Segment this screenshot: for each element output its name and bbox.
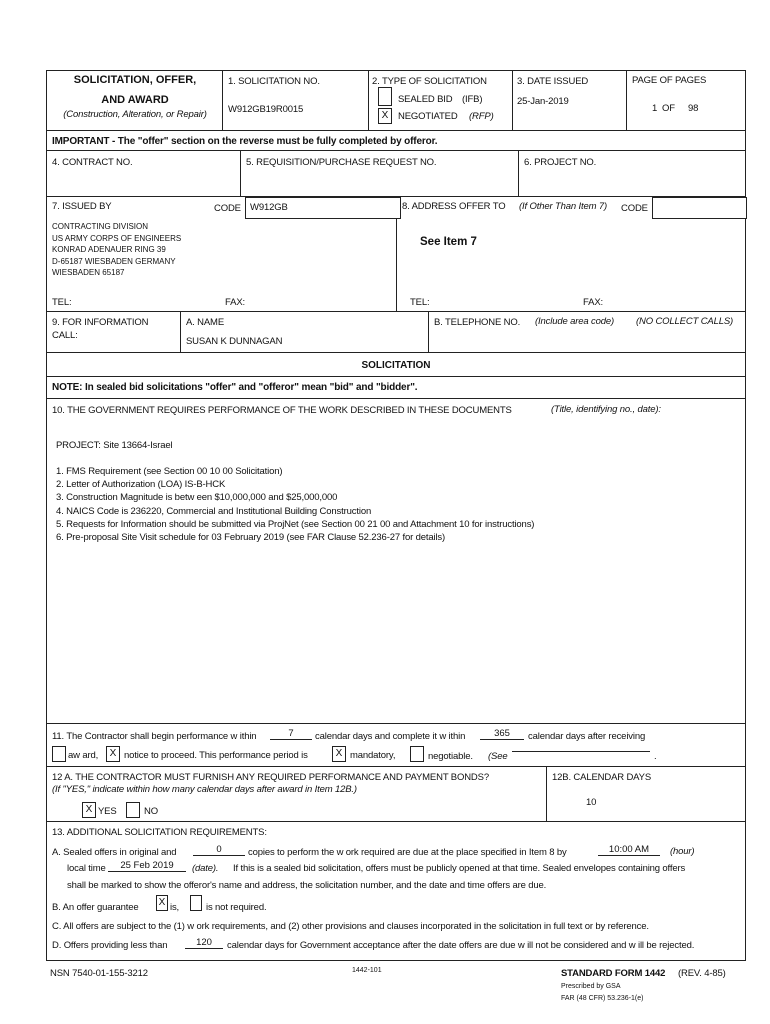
requisition-label: 5. REQUISITION/PURCHASE REQUEST NO. — [246, 157, 437, 168]
acceptance-days-field[interactable]: 120 — [185, 937, 223, 949]
form-revision: (REV. 4-85) — [678, 968, 726, 979]
guarantee-is-label: is, — [170, 902, 180, 913]
ntp-label: notice to proceed. This performance period is — [124, 750, 308, 761]
item13-label: 13. ADDITIONAL SOLICITATION REQUIREMENTS: — [52, 827, 267, 838]
hour-field[interactable]: 10:00 AM — [598, 844, 660, 856]
address-offer-label: 8. ADDRESS OFFER TO — [402, 201, 506, 212]
standard-form-name: STANDARD FORM 1442 — [561, 968, 666, 979]
item13a-text-3: If this is a sealed bid solicitation, offers must be publicly opened at that time. Sealed envelopes containing offers — [233, 863, 686, 874]
info-phone-label: B. TELEPHONE NO. — [434, 317, 521, 328]
info-call-label-1: 9. FOR INFORMATION — [52, 317, 149, 328]
issued-by-address — [52, 221, 181, 279]
form-title-line1: SOLICITATION, OFFER, — [73, 74, 197, 86]
address-line: D-65187 WIESBADEN GERMANY — [52, 256, 176, 266]
local-time-label: local time — [67, 863, 106, 874]
address-offer-value: See Item 7 — [420, 236, 477, 248]
list-item: 1. FMS Requirement (see Section 00 10 00 Solicitation) — [56, 466, 283, 477]
copies-field[interactable]: 0 — [193, 844, 245, 856]
list-item: 2. Letter of Authorization (LOA) IS-B-HCK — [56, 479, 226, 491]
item10-project: PROJECT: Site 13664-Israel — [56, 440, 173, 451]
item13c-text: C. All offers are subject to the (1) w ork requirements, and (2) other provisions and clauses incorporated in the solicitation in full text or by reference. — [52, 921, 649, 932]
item13a-text-2: copies to perform the w ork required are due at the place specified in Item 8 by — [248, 847, 567, 858]
address-offer-fax-label: FAX: — [583, 297, 603, 308]
solicitation-no-label: 1. SOLICITATION NO. — [228, 76, 320, 87]
negotiated-label: NEGOTIATED — [398, 111, 458, 122]
solicitation-no-value: W912GB19R0015 — [228, 104, 304, 115]
item11-text-b: calendar days and complete it w ithin — [315, 731, 466, 742]
list-item: 4. NAICS Code is 236220, Commercial and Institutional Building Construction — [56, 505, 372, 517]
item12b-calendar-days: 10 — [586, 797, 597, 808]
address-offer-code-label: CODE — [621, 203, 648, 214]
page-total: 98 — [688, 103, 699, 114]
project-no-label: 6. PROJECT NO. — [524, 157, 597, 168]
begin-days-field[interactable]: 7 — [270, 728, 312, 740]
bonds-no-checkbox[interactable] — [126, 802, 140, 818]
award-label: aw ard, — [68, 750, 99, 761]
info-no-collect-note: (NO COLLECT CALLS) — [636, 316, 734, 327]
issued-by-label: 7. ISSUED BY — [52, 201, 112, 212]
guarantee-is-checkbox[interactable]: X — [156, 895, 168, 911]
address-offer-qualifier: (If Other Than Item 7) — [519, 201, 608, 212]
issued-by-code-label: CODE — [214, 203, 241, 214]
negotiable-checkbox[interactable] — [410, 746, 424, 762]
issued-by-tel-label: TEL: — [52, 297, 72, 308]
prescribed-by: Prescribed by GSA — [561, 983, 621, 990]
item11-text-c: calendar days after receiving — [528, 731, 646, 742]
page-of-pages-label: PAGE OF PAGES — [632, 75, 707, 86]
info-name-label: A. NAME — [186, 317, 225, 328]
negotiable-label: negotiable. — [428, 751, 473, 762]
far-reference: FAR (48 CFR) 53.236-1(e) — [561, 995, 644, 1002]
negotiated-abbr: (RFP) — [469, 111, 494, 122]
complete-days-field[interactable]: 365 — [480, 728, 524, 740]
see-label: (See — [488, 751, 508, 762]
item13a-text-1: A. Sealed offers in original and — [52, 847, 177, 858]
list-item: 6. Pre-proposal Site Visit schedule for 03 February 2019 (see FAR Clause 52.236-27 for details) — [56, 532, 446, 544]
sealed-bid-checkbox[interactable] — [378, 87, 392, 106]
address-line: WIESBADEN 65187 — [52, 268, 125, 277]
item10-list — [56, 465, 534, 544]
bonds-yes-checkbox[interactable]: X — [82, 802, 96, 818]
important-note: IMPORTANT - The "offer" section on the reverse must be fully completed by offeror. — [52, 136, 438, 147]
form-code: 1442-101 — [352, 967, 382, 974]
item12a-label: 12 A. THE CONTRACTOR MUST FURNISH ANY REQUIRED PERFORMANCE AND PAYMENT BONDS? — [52, 772, 489, 783]
list-item: 3. Construction Magnitude is betw een $10,000,000 and $25,000,000 — [56, 492, 338, 504]
page-current: 1 — [652, 103, 658, 114]
date-label: (date). — [192, 863, 219, 874]
page-of: OF — [662, 103, 675, 114]
info-name-value: SUSAN K DUNNAGAN — [186, 336, 283, 347]
issued-by-code-field[interactable]: W912GB — [245, 197, 401, 219]
contract-no-label: 4. CONTRACT NO. — [52, 157, 133, 168]
sealed-bid-abbr: (IFB) — [462, 94, 483, 105]
mandatory-label: mandatory, — [350, 750, 396, 761]
ntp-checkbox[interactable]: X — [106, 746, 120, 762]
form-title-line2: AND AWARD — [101, 94, 169, 106]
award-checkbox[interactable] — [52, 746, 66, 762]
form-subtitle: (Construction, Alteration, or Repair) — [63, 109, 207, 120]
item13b-text-1: B. An offer guarantee — [52, 902, 139, 913]
mandatory-checkbox[interactable]: X — [332, 746, 346, 762]
solicitation-type-label: 2. TYPE OF SOLICITATION — [372, 76, 487, 87]
date-issued-value: 25-Jan-2019 — [517, 96, 569, 107]
date-issued-label: 3. DATE ISSUED — [517, 76, 589, 87]
item12b-label: 12B. CALENDAR DAYS — [552, 772, 652, 783]
item13d-text-2: calendar days for Government acceptance after the date offers are due w ill not be considered and w ill be rejected. — [227, 940, 695, 951]
item11-text-a: 11. The Contractor shall begin performance w ithin — [52, 731, 257, 742]
guarantee-not-checkbox[interactable] — [190, 895, 202, 911]
nsn-number: NSN 7540-01-155-3212 — [50, 968, 148, 979]
item10-label: 10. THE GOVERNMENT REQUIRES PERFORMANCE OF THE WORK DESCRIBED IN THESE DOCUMENTS — [52, 405, 512, 416]
info-call-label-2: CALL: — [52, 330, 78, 341]
negotiated-checkbox[interactable]: X — [378, 108, 392, 124]
hour-label: (hour) — [670, 846, 695, 857]
address-line: US ARMY CORPS OF ENGINEERS — [52, 233, 182, 243]
issued-by-fax-label: FAX: — [225, 297, 245, 308]
bonds-no-label: NO — [144, 806, 158, 817]
list-item: 5. Requests for Information should be submitted via ProjNet (see Section 00 21 00 and Attachment 10 for instructions) — [56, 518, 535, 530]
date-field[interactable]: 25 Feb 2019 — [108, 860, 186, 872]
address-offer-tel-label: TEL: — [410, 297, 430, 308]
guarantee-not-label: is not required. — [206, 902, 267, 913]
see-end: . — [654, 751, 657, 762]
item12a-note: (If "YES," indicate within how many calendar days after award in Item 12B.) — [52, 784, 357, 795]
info-area-code-note: (Include area code) — [535, 316, 615, 327]
item13d-text-1: D. Offers providing less than — [52, 940, 168, 951]
address-line: KONRAD ADENAUER RING 39 — [52, 245, 166, 254]
bonds-yes-label: YES — [98, 806, 117, 817]
address-line: CONTRACTING DIVISION — [52, 222, 149, 231]
address-offer-code-field[interactable] — [652, 197, 747, 219]
item13a-text-4: shall be marked to show the offeror's name and address, the solicitation number, and the date and time offers are due. — [67, 880, 547, 891]
item10-qualifier: (Title, identifying no., date): — [551, 404, 661, 415]
sealed-bid-label: SEALED BID — [398, 94, 453, 105]
solicitation-heading: SOLICITATION — [361, 360, 431, 371]
see-reference-field[interactable] — [512, 751, 650, 752]
sealed-bid-note: NOTE: In sealed bid solicitations "offer" and "offeror" mean "bid" and "bidder". — [52, 382, 418, 393]
